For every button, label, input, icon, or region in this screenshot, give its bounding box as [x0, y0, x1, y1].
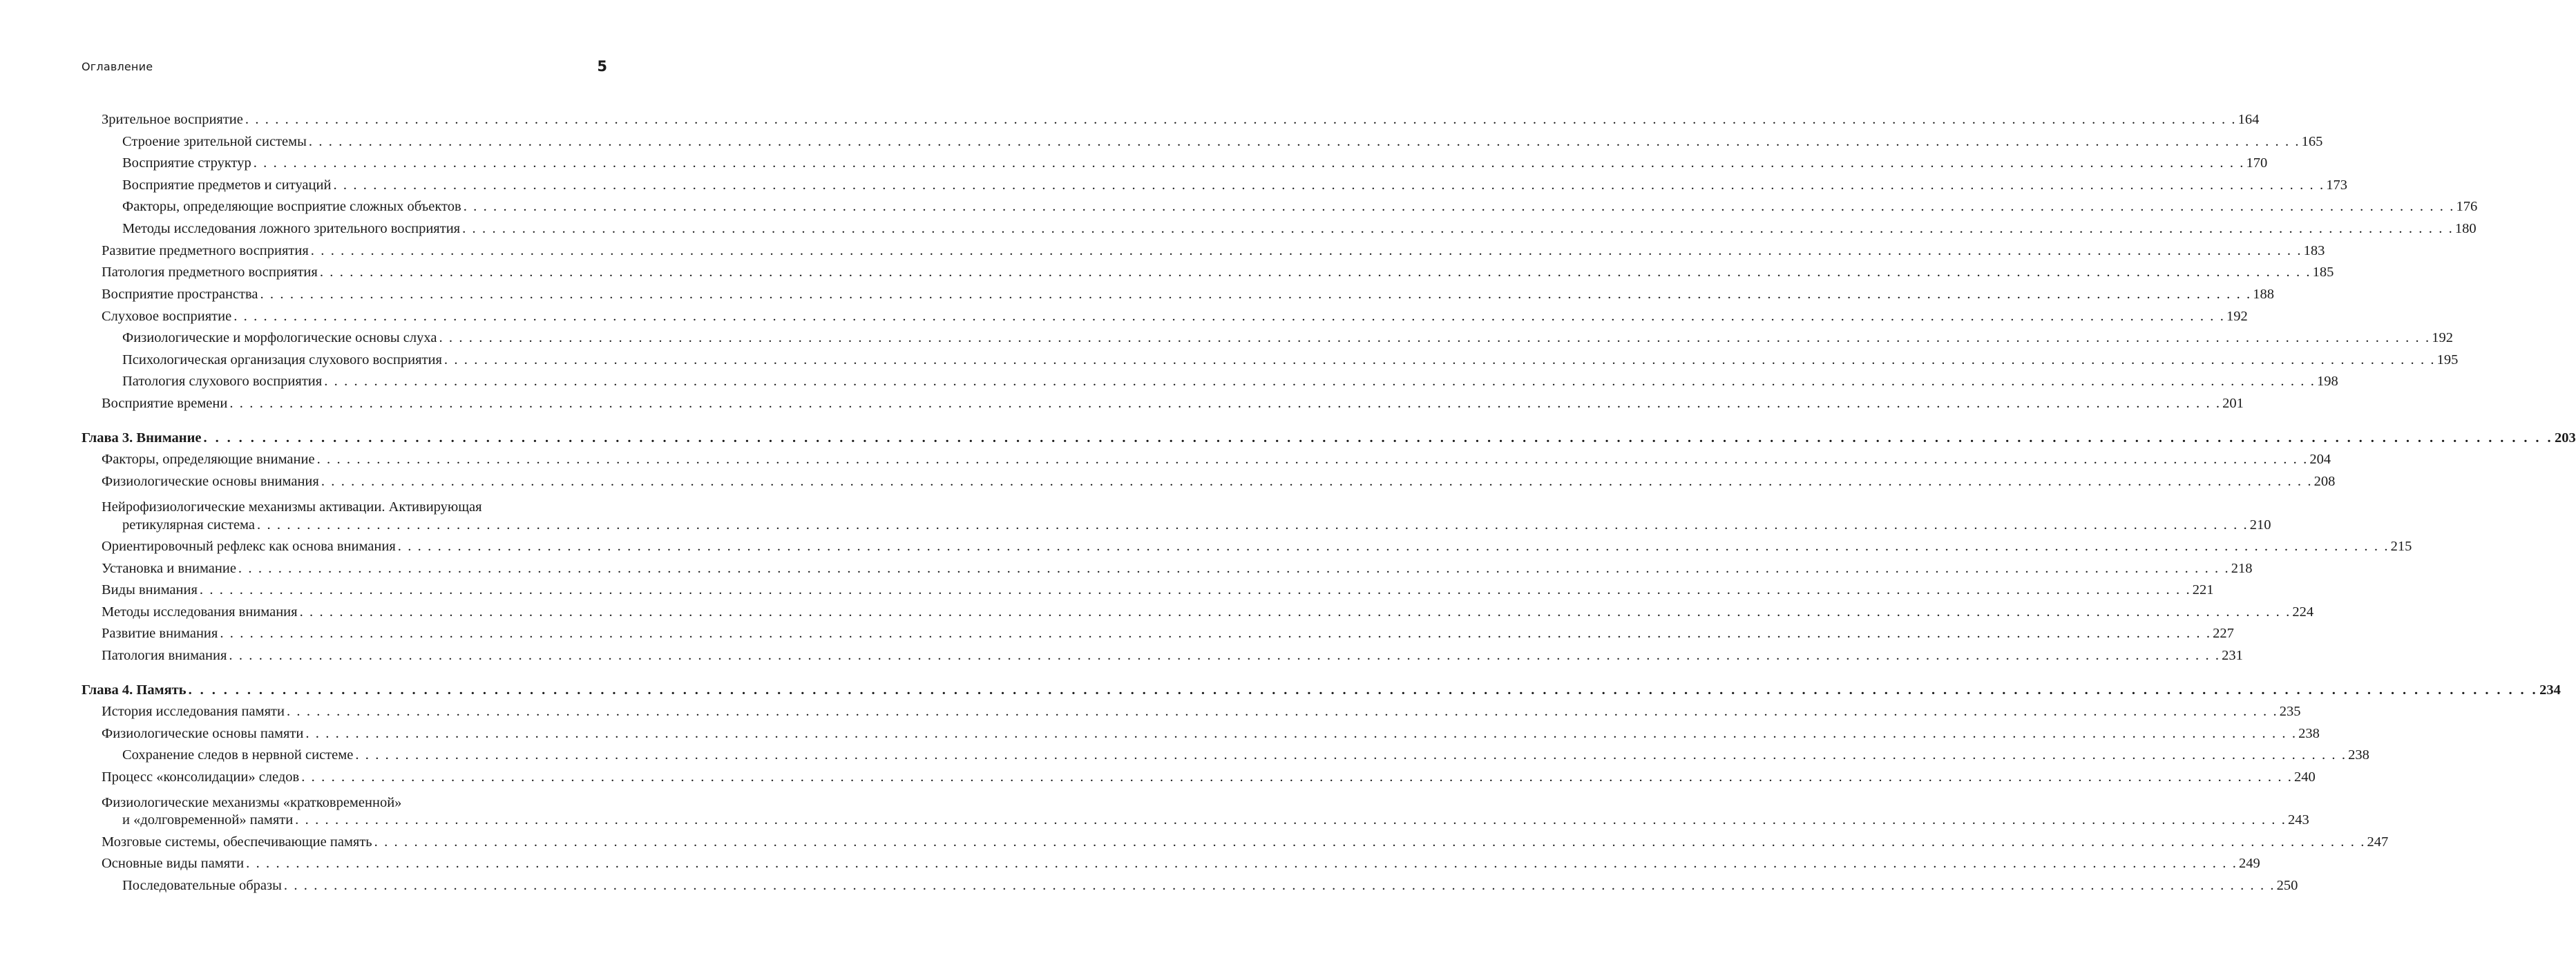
dot-leader: . . . . . . . . . . . . . . . . . . . . . . . . . . . . . . . . . . . . . . . . . . . . . . . . . . . . . . . . . . . . . . . . . . . . . . . . . . . . . . . . . . . . . . . . . . . . . . . . . . . . . . . . . . . . . . . . . . . . . . . . . . . . . . . . . . . . . . . . . . . . . . . . . . . . . . . . . . . . . . . . . . . . . . . . . . . . . . . . . . . . . . . . . . . . . . . . . . . . . . . . — [257, 517, 2249, 533]
toc-entry-title: Сохранение следов в нервной системе — [122, 747, 354, 763]
dot-leader: . . . . . . . . . . . . . . . . . . . . . . . . . . . . . . . . . . . . . . . . . . . . . . . . . . . . . . . . . . . . . . . . . . . . . . . . . . . . . . . . . . . . . . . . . . . . . . . . . . . . . . . . . . . . . . . . . . . . . . . . . . . . . . . . . . . . . . . . . . . . . . . . . . . . . . . . . . . . . . . . . . . . . . . . . . . . . . . . . . . . . . . . . . . . . . . . . . . . . . . . — [324, 374, 2316, 389]
toc-entry-title: Восприятие структур — [122, 155, 251, 171]
toc-entry[interactable] — [102, 263, 2334, 281]
toc-entry[interactable] — [122, 329, 2453, 347]
toc-entry-page-number: 215 — [2390, 539, 2412, 554]
toc-entry-page-number: 243 — [2287, 812, 2309, 827]
toc-entry[interactable] — [102, 624, 2234, 642]
toc-entry-page-number: 238 — [2298, 726, 2320, 741]
dot-leader: . . . . . . . . . . . . . . . . . . . . . . . . . . . . . . . . . . . . . . . . . . . . . . . . . . . . . . . . . . . . . . . . . . . . . . . . . . . . . . . . . . . . . . . . . . . . . . . . . . . . . . . . . . . . . . . . . . . . . . . . . . . . . . . . . . . . . . . . . . . . . . . . . . . . . . . . . . . . . . . . . . . . . . . . . . . . . . . . . . . . . . . . . . . . . . . . . . . . . . . . — [229, 648, 2221, 663]
toc-entry-page-number: 183 — [2303, 243, 2325, 258]
dot-leader: . . . . . . . . . . . . . . . . . . . . . . . . . . . . . . . . . . . . . . . . . . . . . . . . . . . . . . . . . . . . . . . . . . . . . . . . . . . . . . . . . . . . . . . . . . . . . . . . . . . . . . . . . . . . . . . . . . . . . . . . . . . . . . . . . . . . . . . . . . . . . . . . . . . . . . . . . . . . . . . . . . . . . . . . . . . . . . . . . . . . . . . . . . . . . . . . . . . . . . . . — [246, 856, 2238, 871]
toc-entry-page-number: 210 — [2249, 517, 2271, 533]
toc-entry[interactable] — [122, 746, 2369, 764]
toc-entry-title-line1: Физиологические механизмы «кратковременной» — [102, 795, 402, 810]
toc-entry[interactable] — [122, 516, 2271, 534]
toc-entry[interactable] — [122, 198, 2478, 216]
toc-entry-title: Физиологические основы памяти — [102, 726, 304, 741]
dot-leader: . . . . . . . . . . . . . . . . . . . . . . . . . . . . . . . . . . . . . . . . . . . . . . . . . . . . . . . . . . . . . . . . . . . . . . . . . . . . . . . . . . . . . . . . . . . . . . . . . . . . . . . . . . . . . . . . . . . . . . . . . . . . . . . . . . . . . . . . . . . . . . . . . . . . . . . . . . . . . . . . . . . . . . . . . . . . . . . . . . . . . . . . . . . . . . . . . . . . . . . . — [321, 474, 2313, 489]
dot-leader: . . . . . . . . . . . . . . . . . . . . . . . . . . . . . . . . . . . . . . . . . . . . . . . . . . . . . . . . . . . . . . . . . . . . . . . . . . . . . . . . . . . . . . . . . . . . . . . . . . . . . . . . . . . . . . . . . . . . . . . . . . . . . . . . . . . . . . . . . . . . . . . . . . . . . . . . . . . . . . . . . . . . . . . . . . . . . . . . . . . . . . . . . . . . . . . . . . . . . . . . — [299, 604, 2291, 620]
toc-entry-page-number: 204 — [2309, 452, 2331, 467]
toc-entry-title: Виды внимания — [102, 582, 198, 597]
toc-entry-title: Методы исследования внимания — [102, 604, 298, 620]
toc-entry[interactable] — [102, 111, 2260, 128]
toc-entry[interactable] — [102, 768, 2316, 786]
toc-chapter-entry[interactable] — [82, 681, 2561, 699]
toc-entry[interactable] — [102, 833, 2389, 851]
toc-entry-title: Патология слухового восприятия — [122, 374, 323, 389]
toc-entry-page-number: 180 — [2454, 221, 2477, 236]
toc-entry-title: Слуховое восприятие — [102, 309, 232, 324]
toc-entry-title: Физиологические основы внимания — [102, 474, 319, 489]
toc-entry-page-number: 170 — [2246, 155, 2268, 171]
dot-leader: . . . . . . . . . . . . . . . . . . . . . . . . . . . . . . . . . . . . . . . . . . . . . . . . . . . . . . . . . . . . . . . . . . . . . . . . . . . . . . . . . . . . . . . . . . . . . . . . . . . . . . . . . . . . . . . . . . . . . . . . . . . . . . . . . . . . . . . . . . . . . . . . . . . . . . . . . . . . . . . . . . . . . . . . . . . . . . . . . . . . . . . . . . . . . . . . . . . . . . . . — [295, 812, 2287, 827]
dot-leader: . . . . . . . . . . . . . . . . . . . . . . . . . . . . . . . . . . . . . . . . . . . . . . . . . . . . . . . . . . . . . . . . . . . . . . . . . . . . . . . . . . . . . . . . . . . . . . . . . . . . . . . . . . . . . . . . . . . . . . . . . . . . . . . . . . . . . . . . . . . . . . . . . . . . . . . . . . . . . . . . . . . . . . . . . . . . . . . . . . . . . . . . . . . . . . . . . . . . . . . . — [188, 682, 2539, 698]
toc-entry-title: Ориентировочный рефлекс как основа внимания — [102, 539, 396, 554]
toc-entry[interactable] — [122, 133, 2323, 151]
running-title: Оглавление — [82, 60, 153, 73]
toc-entry-title: Психологическая организация слухового восприятия — [122, 352, 442, 367]
toc-entry[interactable] — [122, 372, 2338, 390]
dot-leader: . . . . . . . . . . . . . . . . . . . . . . . . . . . . . . . . . . . . . . . . . . . . . . . . . . . . . . . . . . . . . . . . . . . . . . . . . . . . . . . . . . . . . . . . . . . . . . . . . . . . . . . . . . . . . . . . . . . . . . . . . . . . . . . . . . . . . . . . . . . . . . . . . . . . . . . . . . . . . . . . . . . . . . . . . . . . . . . . . . . . . . . . . . . . . . . . . . . . . . . . — [305, 726, 2298, 741]
toc-entry-title: Глава 3. Внимание — [82, 430, 202, 446]
dot-leader: . . . . . . . . . . . . . . . . . . . . . . . . . . . . . . . . . . . . . . . . . . . . . . . . . . . . . . . . . . . . . . . . . . . . . . . . . . . . . . . . . . . . . . . . . . . . . . . . . . . . . . . . . . . . . . . . . . . . . . . . . . . . . . . . . . . . . . . . . . . . . . . . . . . . . . . . . . . . . . . . . . . . . . . . . . . . . . . . . . . . . . . . . . . . . . . . . . . . . . . . — [233, 309, 2225, 324]
dot-leader: . . . . . . . . . . . . . . . . . . . . . . . . . . . . . . . . . . . . . . . . . . . . . . . . . . . . . . . . . . . . . . . . . . . . . . . . . . . . . . . . . . . . . . . . . . . . . . . . . . . . . . . . . . . . . . . . . . . . . . . . . . . . . . . . . . . . . . . . . . . . . . . . . . . . . . . . . . . . . . . . . . . . . . . . . . . . . . . . . . . . . . . . . . . . . . . . . . . . . . . . — [443, 352, 2436, 367]
toc-entry[interactable] — [122, 220, 2477, 238]
toc-entry-page-number: 165 — [2301, 134, 2323, 149]
dot-leader: . . . . . . . . . . . . . . . . . . . . . . . . . . . . . . . . . . . . . . . . . . . . . . . . . . . . . . . . . . . . . . . . . . . . . . . . . . . . . . . . . . . . . . . . . . . . . . . . . . . . . . . . . . . . . . . . . . . . . . . . . . . . . . . . . . . . . . . . . . . . . . . . . . . . . . . . . . . . . . . . . . . . . . . . . . . . . . . . . . . . . . . . . . . . . . . . . . . . . . . . — [253, 155, 2245, 171]
toc-entry-page-number: 218 — [2231, 561, 2253, 576]
toc-entry-page-number: 192 — [2226, 309, 2248, 324]
toc-entry[interactable] — [102, 285, 2275, 303]
dot-leader: . . . . . . . . . . . . . . . . . . . . . . . . . . . . . . . . . . . . . . . . . . . . . . . . . . . . . . . . . . . . . . . . . . . . . . . . . . . . . . . . . . . . . . . . . . . . . . . . . . . . . . . . . . . . . . . . . . . . . . . . . . . . . . . . . . . . . . . . . . . . . . . . . . . . . . . . . . . . . . . . . . . . . . . . . . . . . . . . . . . . . . . . . . . . . . . . . . . . . . . . — [229, 396, 2222, 411]
page-number: 5 — [597, 58, 607, 75]
toc-entry-title: Развитие предметного восприятия — [102, 243, 309, 258]
toc-entry[interactable] — [102, 581, 2214, 599]
toc-entry-title: Последовательные образы — [122, 878, 282, 893]
toc-entry-title: Глава 4. Память — [82, 682, 187, 698]
toc-entry-page-number: 224 — [2292, 604, 2314, 620]
dot-leader: . . . . . . . . . . . . . . . . . . . . . . . . . . . . . . . . . . . . . . . . . . . . . . . . . . . . . . . . . . . . . . . . . . . . . . . . . . . . . . . . . . . . . . . . . . . . . . . . . . . . . . . . . . . . . . . . . . . . . . . . . . . . . . . . . . . . . . . . . . . . . . . . . . . . . . . . . . . . . . . . . . . . . . . . . . . . . . . . . . . . . . . . . . . . . . . . . . . . . . . . — [374, 834, 2366, 850]
toc-entry-page-number: 250 — [2276, 878, 2298, 893]
toc-entry-title: Восприятие пространства — [102, 287, 258, 302]
toc-entry[interactable] — [102, 472, 2336, 490]
toc-entry[interactable] — [102, 702, 2301, 720]
toc-entry-page-number: 235 — [2279, 704, 2301, 719]
toc-entry[interactable] — [122, 811, 2309, 829]
dot-leader: . . . . . . . . . . . . . . . . . . . . . . . . . . . . . . . . . . . . . . . . . . . . . . . . . . . . . . . . . . . . . . . . . . . . . . . . . . . . . . . . . . . . . . . . . . . . . . . . . . . . . . . . . . . . . . . . . . . . . . . . . . . . . . . . . . . . . . . . . . . . . . . . . . . . . . . . . . . . . . . . . . . . . . . . . . . . . . . . . . . . . . . . . . . . . . . . . . . . . . . . — [199, 582, 2191, 597]
toc-entry-title-line1: Нейрофизиологические механизмы активации. Активирующая — [102, 499, 482, 515]
toc-chapter-entry[interactable] — [82, 429, 2576, 447]
dot-leader: . . . . . . . . . . . . . . . . . . . . . . . . . . . . . . . . . . . . . . . . . . . . . . . . . . . . . . . . . . . . . . . . . . . . . . . . . . . . . . . . . . . . . . . . . . . . . . . . . . . . . . . . . . . . . . . . . . . . . . . . . . . . . . . . . . . . . . . . . . . . . . . . . . . . . . . . . . . . . . . . . . . . . . . . . . . . . . . . . . . . . . . . . . . . . . . . . . . . . . . . — [397, 539, 2389, 554]
toc-entry-title: Установка и внимание — [102, 561, 236, 576]
toc-entry-title: Патология предметного восприятия — [102, 265, 318, 280]
toc-entry-title: Строение зрительной системы — [122, 134, 307, 149]
toc-entry-page-number: 185 — [2312, 265, 2334, 280]
dot-leader: . . . . . . . . . . . . . . . . . . . . . . . . . . . . . . . . . . . . . . . . . . . . . . . . . . . . . . . . . . . . . . . . . . . . . . . . . . . . . . . . . . . . . . . . . . . . . . . . . . . . . . . . . . . . . . . . . . . . . . . . . . . . . . . . . . . . . . . . . . . . . . . . . . . . . . . . . . . . . . . . . . . . . . . . . . . . . . . . . . . . . . . . . . . . . . . . . . . . . . . . — [333, 178, 2325, 193]
dot-leader: . . . . . . . . . . . . . . . . . . . . . . . . . . . . . . . . . . . . . . . . . . . . . . . . . . . . . . . . . . . . . . . . . . . . . . . . . . . . . . . . . . . . . . . . . . . . . . . . . . . . . . . . . . . . . . . . . . . . . . . . . . . . . . . . . . . . . . . . . . . . . . . . . . . . . . . . . . . . . . . . . . . . . . . . . . . . . . . . . . . . . . . . . . . . . . . . . . . . . . . . — [286, 704, 2278, 719]
toc-entry-page-number: 234 — [2539, 682, 2561, 698]
toc-entry-page-number: 201 — [2222, 396, 2244, 411]
dot-leader: . . . . . . . . . . . . . . . . . . . . . . . . . . . . . . . . . . . . . . . . . . . . . . . . . . . . . . . . . . . . . . . . . . . . . . . . . . . . . . . . . . . . . . . . . . . . . . . . . . . . . . . . . . . . . . . . . . . . . . . . . . . . . . . . . . . . . . . . . . . . . . . . . . . . . . . . . . . . . . . . . . . . . . . . . . . . . . . . . . . . . . . . . . . . . . . . . . . . . . . . — [245, 112, 2237, 127]
toc-entry[interactable] — [102, 603, 2314, 621]
dot-leader: . . . . . . . . . . . . . . . . . . . . . . . . . . . . . . . . . . . . . . . . . . . . . . . . . . . . . . . . . . . . . . . . . . . . . . . . . . . . . . . . . . . . . . . . . . . . . . . . . . . . . . . . . . . . . . . . . . . . . . . . . . . . . . . . . . . . . . . . . . . . . . . . . . . . . . . . . . . . . . . . . . . . . . . . . . . . . . . . . . . . . . . . . . . . . . . . . . . . . . . . — [238, 561, 2230, 576]
toc-entry-page-number: 227 — [2213, 626, 2234, 641]
toc-entry-page-number: 221 — [2192, 582, 2214, 597]
toc-entry-page-number: 164 — [2238, 112, 2260, 127]
toc-entry-title: Процесс «консолидации» следов — [102, 769, 300, 785]
toc-entry-title: Патология внимания — [102, 648, 227, 663]
toc-entry[interactable] — [102, 450, 2331, 468]
toc-entry-page-number: 231 — [2222, 648, 2243, 663]
dot-leader: . . . . . . . . . . . . . . . . . . . . . . . . . . . . . . . . . . . . . . . . . . . . . . . . . . . . . . . . . . . . . . . . . . . . . . . . . . . . . . . . . . . . . . . . . . . . . . . . . . . . . . . . . . . . . . . . . . . . . . . . . . . . . . . . . . . . . . . . . . . . . . . . . . . . . . . . . . . . . . . . . . . . . . . . . . . . . . . . . . . . . . . . . . . . . . . . . . . . . . . . — [203, 430, 2554, 446]
toc-entry-title: Зрительное восприятие — [102, 112, 243, 127]
toc-entry-page-number: 238 — [2348, 747, 2369, 763]
toc-entry-page-number: 173 — [2326, 178, 2347, 193]
toc-entry-title: Мозговые системы, обеспечивающие память — [102, 834, 372, 850]
toc-entry-title: Развитие внимания — [102, 626, 218, 641]
toc-entry[interactable] — [102, 537, 2412, 555]
toc-entry-page-number: 247 — [2367, 834, 2389, 850]
toc-entry-page-number: 188 — [2253, 287, 2275, 302]
toc-entry[interactable] — [102, 854, 2260, 872]
dot-leader: . . . . . . . . . . . . . . . . . . . . . . . . . . . . . . . . . . . . . . . . . . . . . . . . . . . . . . . . . . . . . . . . . . . . . . . . . . . . . . . . . . . . . . . . . . . . . . . . . . . . . . . . . . . . . . . . . . . . . . . . . . . . . . . . . . . . . . . . . . . . . . . . . . . . . . . . . . . . . . . . . . . . . . . . . . . . . . . . . . . . . . . . . . . . . . . . . . . . . . . . — [283, 878, 2276, 893]
toc-entry[interactable] — [122, 351, 2459, 369]
dot-leader: . . . . . . . . . . . . . . . . . . . . . . . . . . . . . . . . . . . . . . . . . . . . . . . . . . . . . . . . . . . . . . . . . . . . . . . . . . . . . . . . . . . . . . . . . . . . . . . . . . . . . . . . . . . . . . . . . . . . . . . . . . . . . . . . . . . . . . . . . . . . . . . . . . . . . . . . . . . . . . . . . . . . . . . . . . . . . . . . . . . . . . . . . . . . . . . . . . . . . . . . — [310, 243, 2302, 258]
dot-leader: . . . . . . . . . . . . . . . . . . . . . . . . . . . . . . . . . . . . . . . . . . . . . . . . . . . . . . . . . . . . . . . . . . . . . . . . . . . . . . . . . . . . . . . . . . . . . . . . . . . . . . . . . . . . . . . . . . . . . . . . . . . . . . . . . . . . . . . . . . . . . . . . . . . . . . . . . . . . . . . . . . . . . . . . . . . . . . . . . . . . . . . . . . . . . . . . . . . . . . . . — [439, 330, 2431, 345]
toc-entry-title: Восприятие времени — [102, 396, 228, 411]
toc-entry-title: Физиологические и морфологические основы слуха — [122, 330, 437, 345]
dot-leader: . . . . . . . . . . . . . . . . . . . . . . . . . . . . . . . . . . . . . . . . . . . . . . . . . . . . . . . . . . . . . . . . . . . . . . . . . . . . . . . . . . . . . . . . . . . . . . . . . . . . . . . . . . . . . . . . . . . . . . . . . . . . . . . . . . . . . . . . . . . . . . . . . . . . . . . . . . . . . . . . . . . . . . . . . . . . . . . . . . . . . . . . . . . . . . . . . . . . . . . . — [260, 287, 2252, 302]
toc-entry-page-number: 195 — [2436, 352, 2459, 367]
toc-entry-title: и «долговременной» памяти — [122, 812, 294, 827]
dot-leader: . . . . . . . . . . . . . . . . . . . . . . . . . . . . . . . . . . . . . . . . . . . . . . . . . . . . . . . . . . . . . . . . . . . . . . . . . . . . . . . . . . . . . . . . . . . . . . . . . . . . . . . . . . . . . . . . . . . . . . . . . . . . . . . . . . . . . . . . . . . . . . . . . . . . . . . . . . . . . . . . . . . . . . . . . . . . . . . . . . . . . . . . . . . . . . . . . . . . . . . . — [463, 199, 2455, 214]
toc-entry[interactable] — [102, 725, 2320, 743]
toc-entry-page-number: 208 — [2313, 474, 2336, 489]
toc-entry-title: Методы исследования ложного зрительного восприятия — [122, 221, 461, 236]
toc-entry-page-number: 192 — [2432, 330, 2453, 345]
toc-entry[interactable] — [102, 242, 2325, 260]
toc-entry[interactable] — [102, 559, 2253, 577]
toc-entry[interactable] — [122, 154, 2268, 172]
dot-leader: . . . . . . . . . . . . . . . . . . . . . . . . . . . . . . . . . . . . . . . . . . . . . . . . . . . . . . . . . . . . . . . . . . . . . . . . . . . . . . . . . . . . . . . . . . . . . . . . . . . . . . . . . . . . . . . . . . . . . . . . . . . . . . . . . . . . . . . . . . . . . . . . . . . . . . . . . . . . . . . . . . . . . . . . . . . . . . . . . . . . . . . . . . . . . . . . . . . . . . . . — [301, 769, 2293, 785]
toc-entry-title: Восприятие предметов и ситуаций — [122, 178, 332, 193]
toc-entry-title: Факторы, определяющие внимание — [102, 452, 315, 467]
dot-leader: . . . . . . . . . . . . . . . . . . . . . . . . . . . . . . . . . . . . . . . . . . . . . . . . . . . . . . . . . . . . . . . . . . . . . . . . . . . . . . . . . . . . . . . . . . . . . . . . . . . . . . . . . . . . . . . . . . . . . . . . . . . . . . . . . . . . . . . . . . . . . . . . . . . . . . . . . . . . . . . . . . . . . . . . . . . . . . . . . . . . . . . . . . . . . . . . . . . . . . . . — [462, 221, 2454, 236]
toc-entry-title: Факторы, определяющие восприятие сложных объектов — [122, 199, 461, 214]
dot-leader: . . . . . . . . . . . . . . . . . . . . . . . . . . . . . . . . . . . . . . . . . . . . . . . . . . . . . . . . . . . . . . . . . . . . . . . . . . . . . . . . . . . . . . . . . . . . . . . . . . . . . . . . . . . . . . . . . . . . . . . . . . . . . . . . . . . . . . . . . . . . . . . . . . . . . . . . . . . . . . . . . . . . . . . . . . . . . . . . . . . . . . . . . . . . . . . . . . . . . . . . — [319, 265, 2311, 280]
toc-entry-page-number: 203 — [2555, 430, 2576, 446]
toc-entry-page-number: 198 — [2316, 374, 2338, 389]
toc-entry[interactable] — [122, 877, 2298, 894]
dot-leader: . . . . . . . . . . . . . . . . . . . . . . . . . . . . . . . . . . . . . . . . . . . . . . . . . . . . . . . . . . . . . . . . . . . . . . . . . . . . . . . . . . . . . . . . . . . . . . . . . . . . . . . . . . . . . . . . . . . . . . . . . . . . . . . . . . . . . . . . . . . . . . . . . . . . . . . . . . . . . . . . . . . . . . . . . . . . . . . . . . . . . . . . . . . . . . . . . . . . . . . . — [316, 452, 2309, 467]
toc-entry-title: ретикулярная система — [122, 517, 255, 533]
toc-entry[interactable] — [102, 394, 2244, 412]
toc-entry[interactable] — [122, 176, 2347, 194]
dot-leader: . . . . . . . . . . . . . . . . . . . . . . . . . . . . . . . . . . . . . . . . . . . . . . . . . . . . . . . . . . . . . . . . . . . . . . . . . . . . . . . . . . . . . . . . . . . . . . . . . . . . . . . . . . . . . . . . . . . . . . . . . . . . . . . . . . . . . . . . . . . . . . . . . . . . . . . . . . . . . . . . . . . . . . . . . . . . . . . . . . . . . . . . . . . . . . . . . . . . . . . . — [308, 134, 2300, 149]
toc-entry[interactable] — [102, 647, 2243, 664]
toc-entry-page-number: 176 — [2456, 199, 2478, 214]
toc-entry-title: Основные виды памяти — [102, 856, 245, 871]
toc-entry[interactable] — [102, 307, 2248, 325]
toc-entry-page-number: 249 — [2238, 856, 2260, 871]
dot-leader: . . . . . . . . . . . . . . . . . . . . . . . . . . . . . . . . . . . . . . . . . . . . . . . . . . . . . . . . . . . . . . . . . . . . . . . . . . . . . . . . . . . . . . . . . . . . . . . . . . . . . . . . . . . . . . . . . . . . . . . . . . . . . . . . . . . . . . . . . . . . . . . . . . . . . . . . . . . . . . . . . . . . . . . . . . . . . . . . . . . . . . . . . . . . . . . . . . . . . . . . — [220, 626, 2212, 641]
toc-entry-page-number: 240 — [2294, 769, 2316, 785]
toc-entry-title: История исследования памяти — [102, 704, 285, 719]
dot-leader: . . . . . . . . . . . . . . . . . . . . . . . . . . . . . . . . . . . . . . . . . . . . . . . . . . . . . . . . . . . . . . . . . . . . . . . . . . . . . . . . . . . . . . . . . . . . . . . . . . . . . . . . . . . . . . . . . . . . . . . . . . . . . . . . . . . . . . . . . . . . . . . . . . . . . . . . . . . . . . . . . . . . . . . . . . . . . . . . . . . . . . . . . . . . . . . . . . . . . . . . — [355, 747, 2347, 763]
